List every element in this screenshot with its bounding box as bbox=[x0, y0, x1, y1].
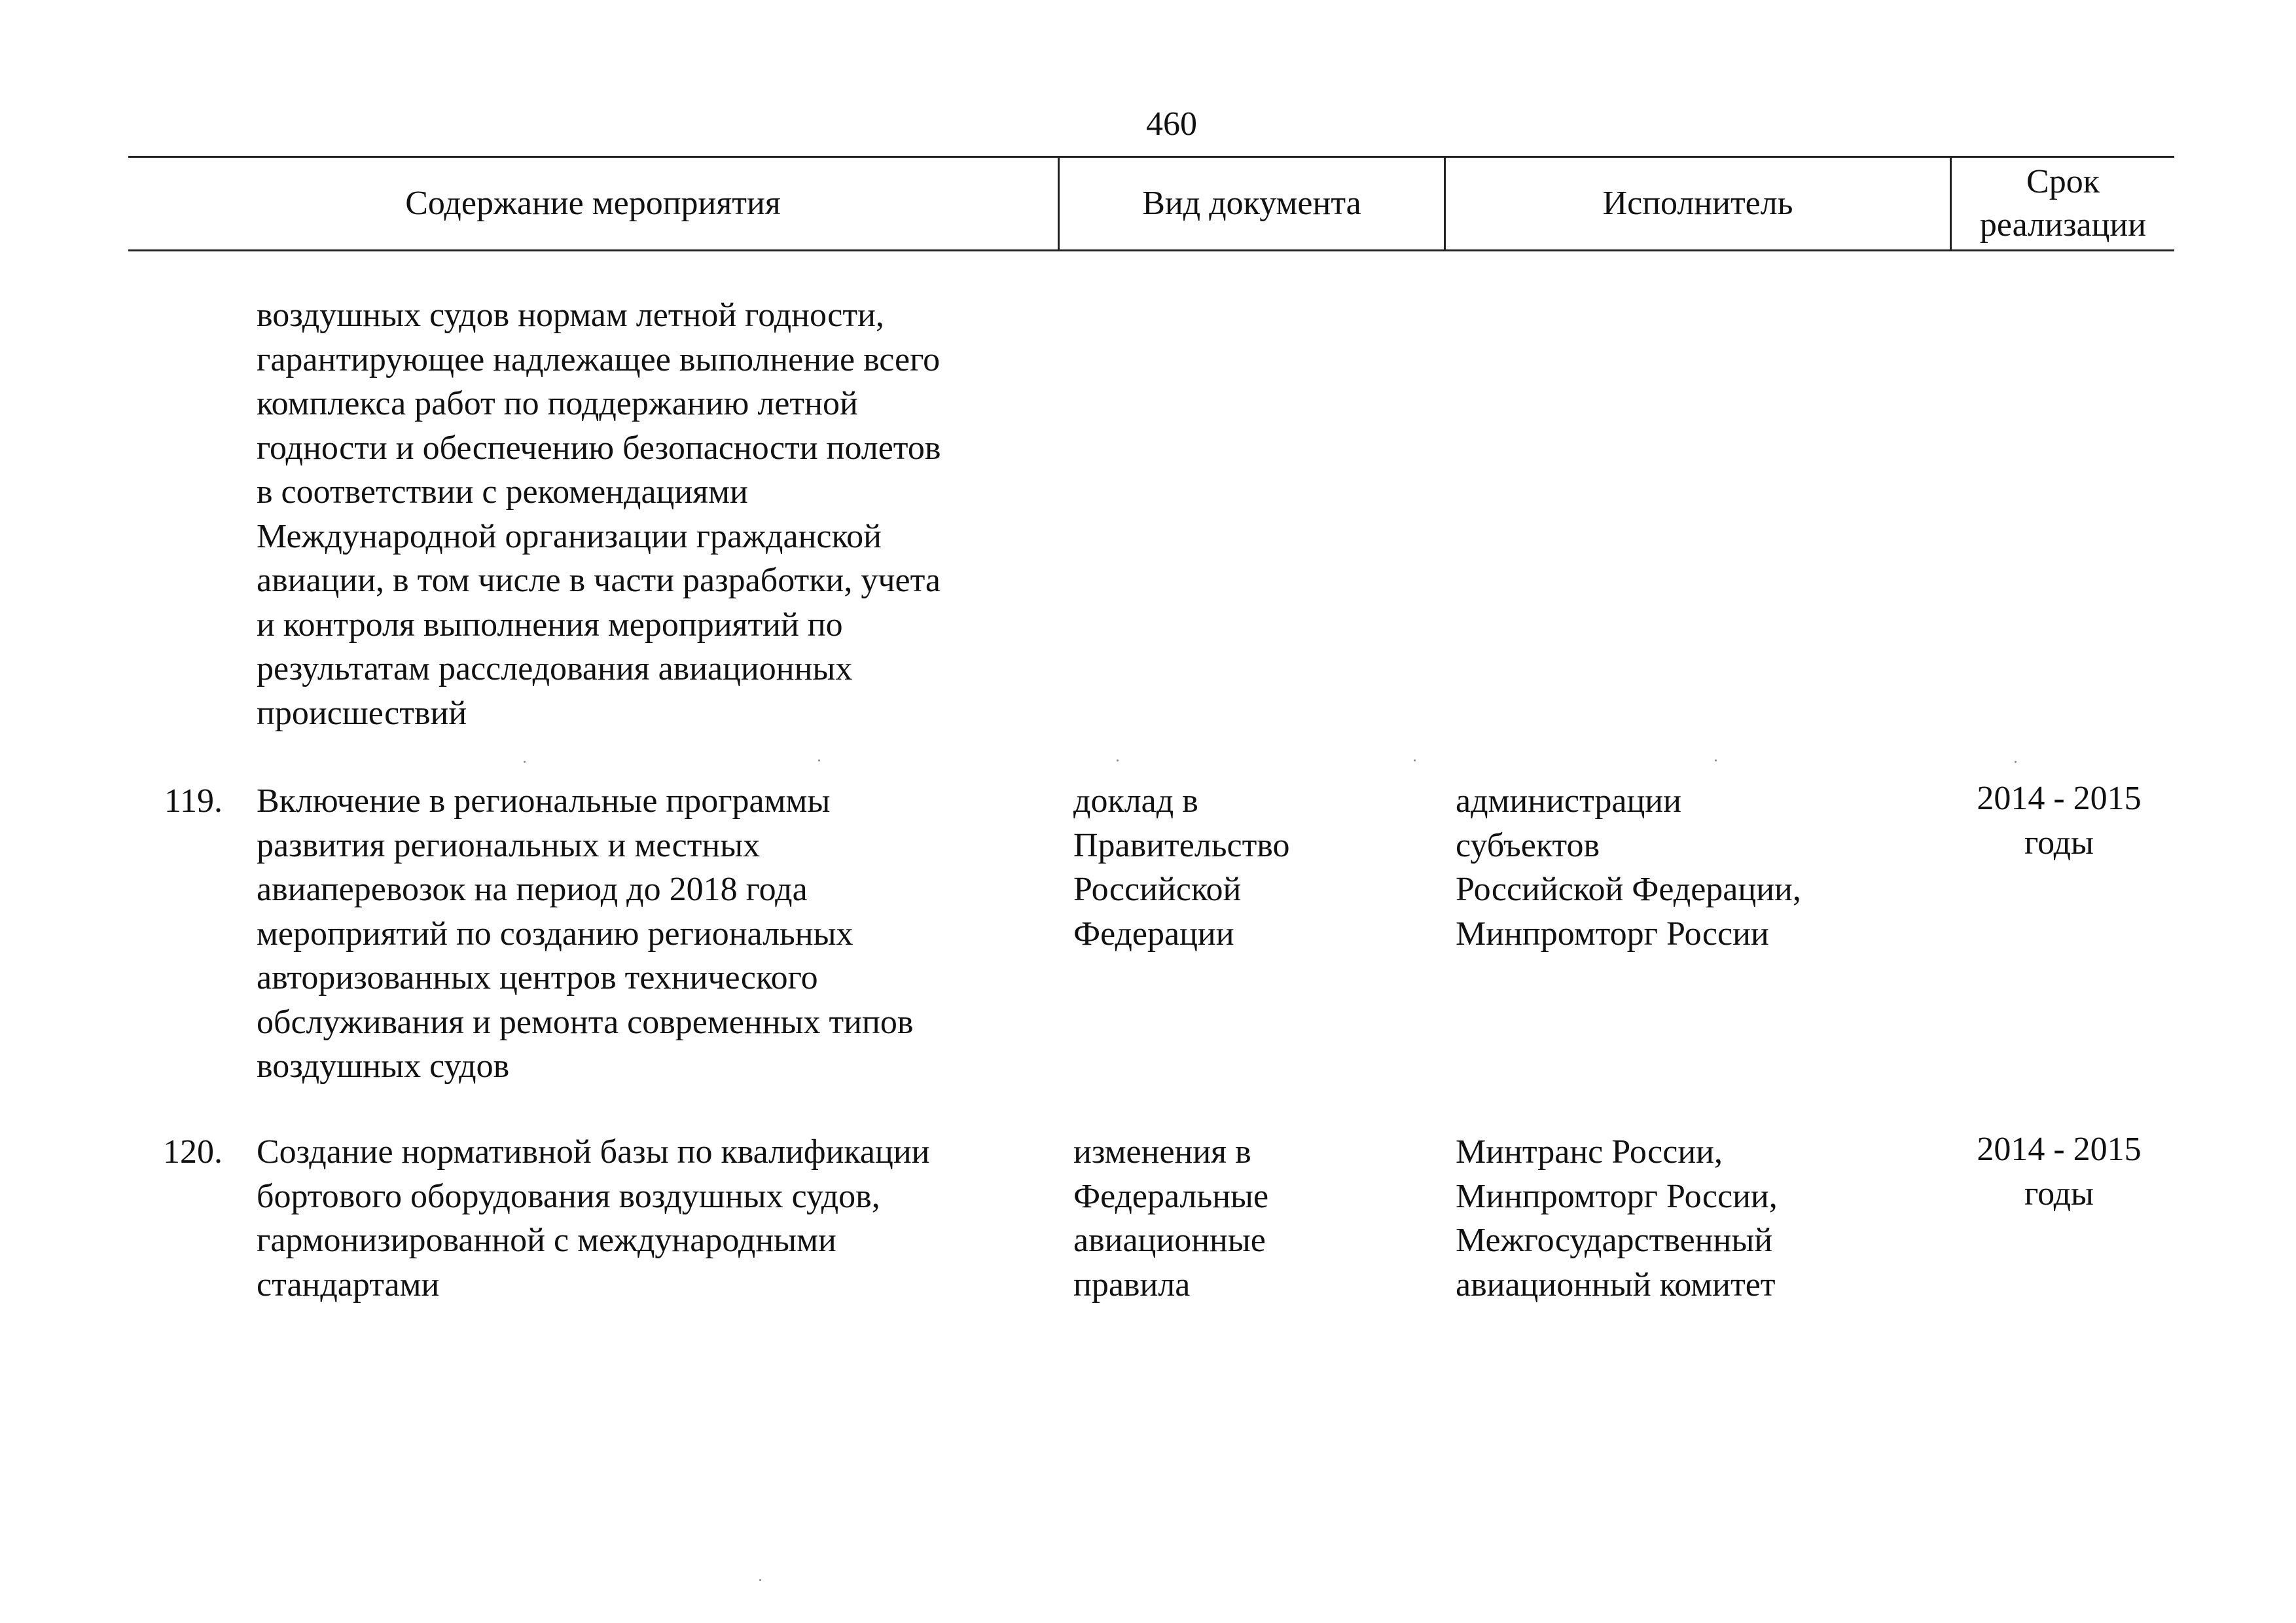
continuation-content: воздушных судов нормам летной годности, гарантирующее надлежащее выполнение всего комплекса работ по поддержанию летной годности и обеспечению безопасности полетов в соответствии с рекомендациями Международной организации гражданской авиации, в том числе в части разработки, учета и контроля выполнения мероприятий по результатам расследования авиационных происшествий bbox=[257, 297, 941, 732]
header-executor: Исполнитель bbox=[1602, 185, 1793, 222]
row-content: Включение в региональные программы развития региональных и местных авиаперевозок на период до 2018 года мероприятий по созданию региональных авторизованных центров технического обслуживания и ремонта современных типов воздушных судов bbox=[257, 782, 914, 1085]
row-term: 2014 - 2015 годы bbox=[1977, 780, 2142, 862]
page-number: 460 bbox=[1146, 105, 1197, 143]
row-term: 2014 - 2015 годы bbox=[1977, 1131, 2142, 1213]
scan-speck bbox=[759, 1579, 761, 1581]
header-document-type: Вид документа bbox=[1142, 185, 1361, 222]
row-document-type: доклад в Правительство Российской Федерации bbox=[1073, 782, 1290, 953]
scan-speck bbox=[1715, 759, 1717, 761]
row-document-type: изменения в Федеральные авиационные правила bbox=[1073, 1133, 1269, 1304]
row-number: 119. bbox=[164, 782, 223, 820]
header-content: Содержание мероприятия bbox=[405, 185, 781, 222]
scan-speck bbox=[1414, 759, 1416, 761]
scan-speck bbox=[524, 761, 526, 763]
row-content: Создание нормативной базы по квалификации бортового оборудования воздушных судов, гармонизированной с международными стандартами bbox=[257, 1133, 930, 1304]
table-header bbox=[128, 156, 2174, 251]
scan-speck bbox=[818, 759, 820, 761]
scan-speck bbox=[2015, 761, 2017, 763]
row-number: 120. bbox=[163, 1133, 223, 1171]
scan-speck bbox=[1117, 759, 1119, 761]
row-executor: администрации субъектов Российской Федерации, Минпромторг России bbox=[1456, 782, 1801, 953]
row-executor: Минтранс России, Минпромторг России, Межгосударственный авиационный комитет bbox=[1456, 1133, 1778, 1304]
header-term: Срок реализации bbox=[1979, 163, 2147, 244]
